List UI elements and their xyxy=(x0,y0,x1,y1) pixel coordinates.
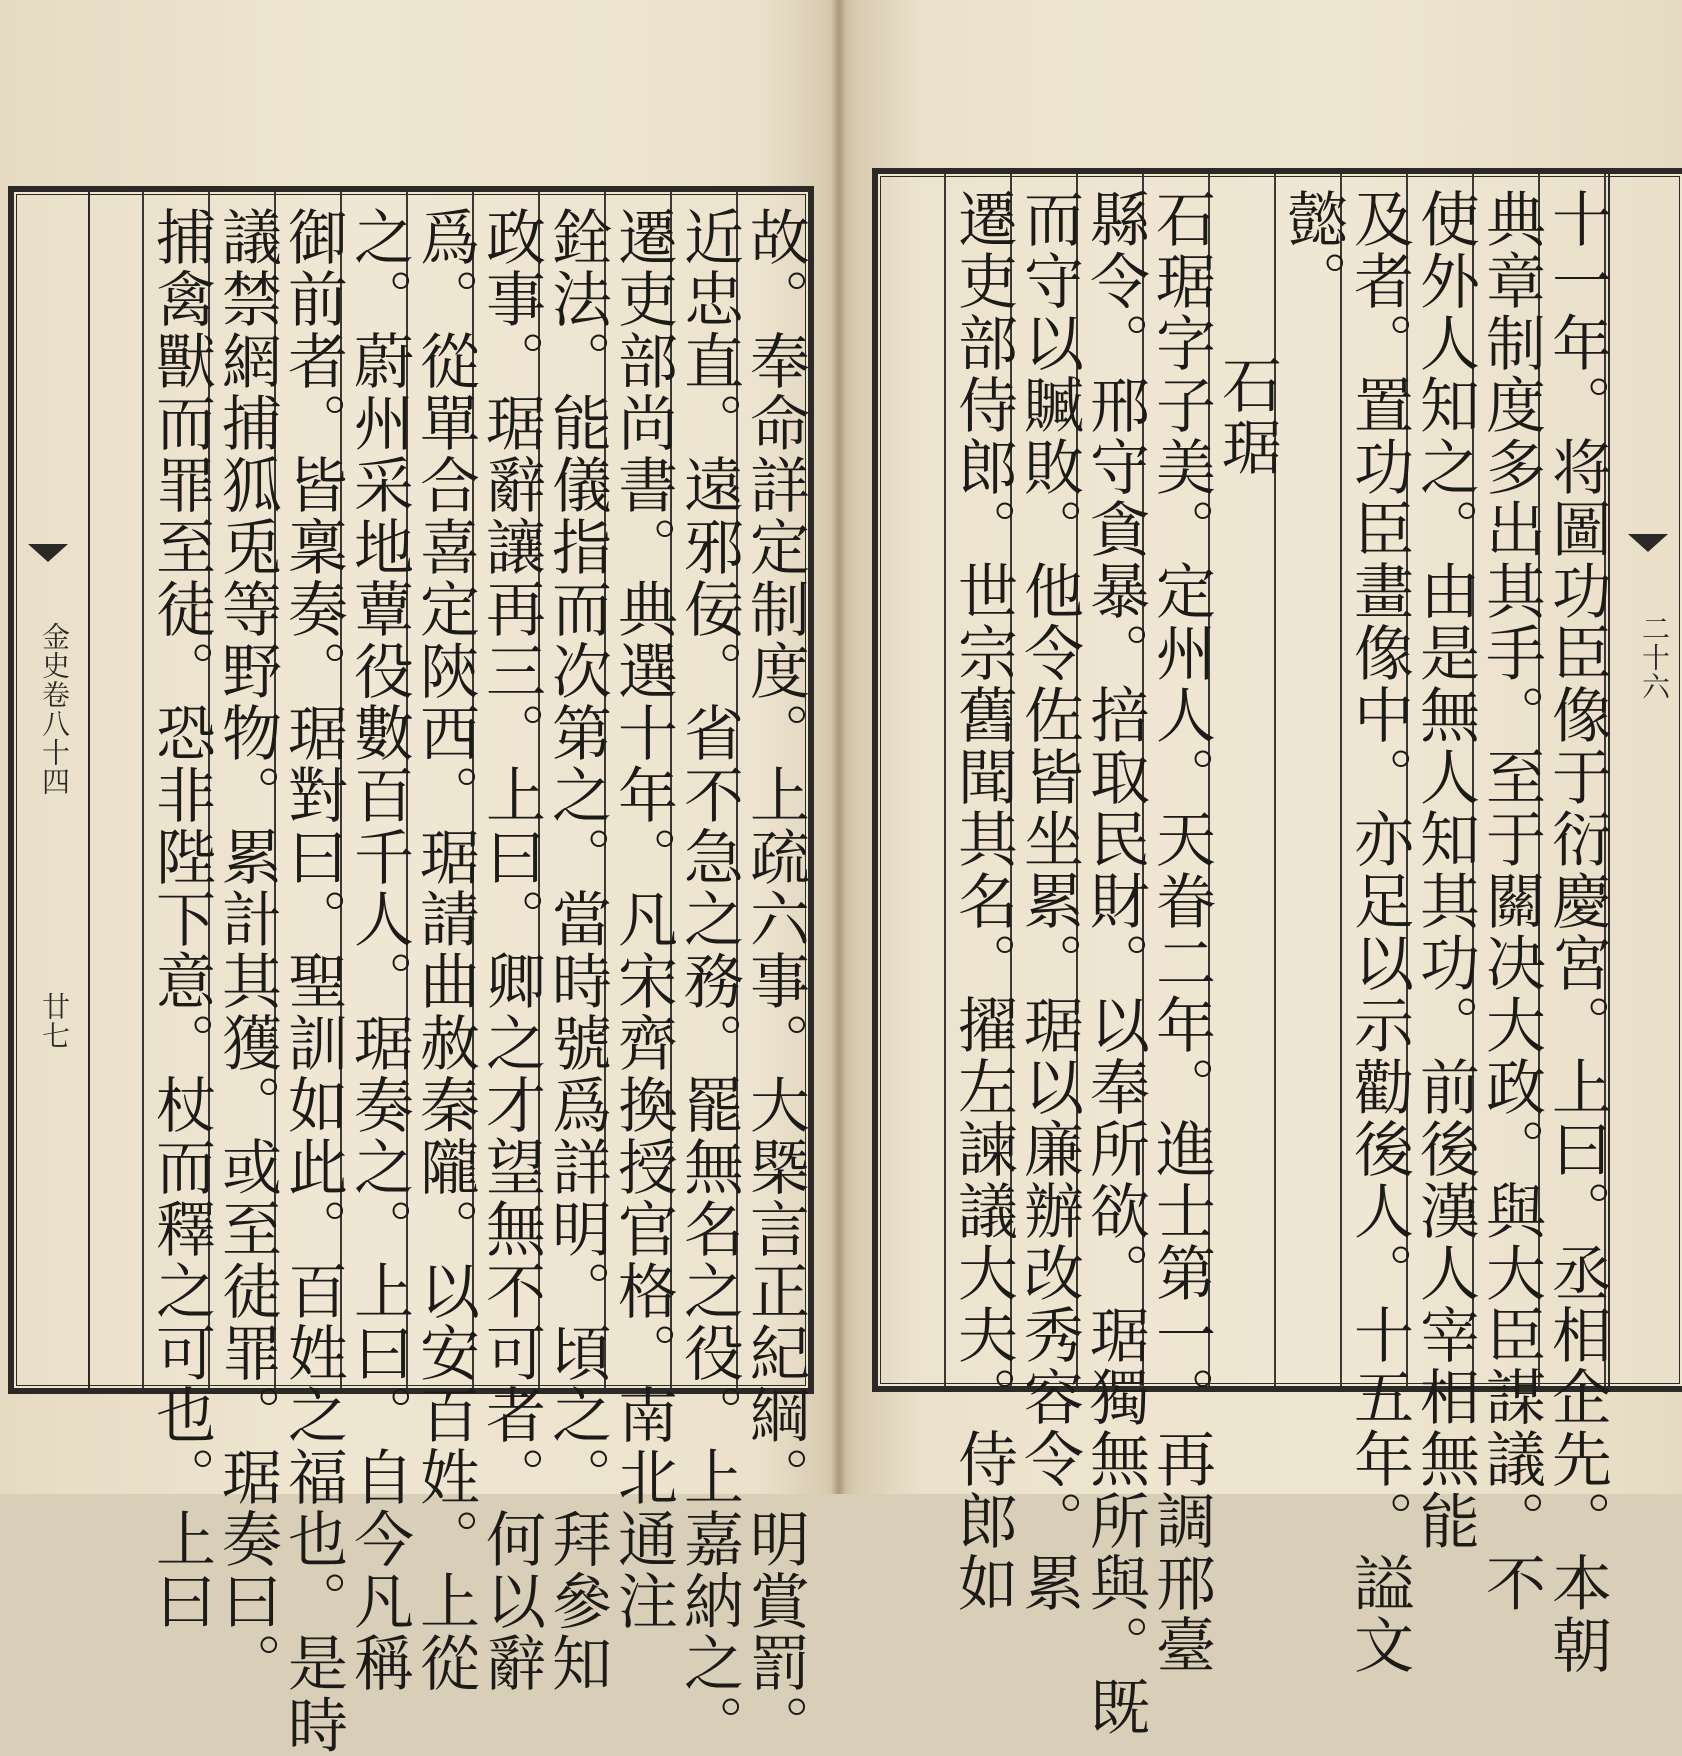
column-rule xyxy=(142,192,144,1388)
text-column: 縣令。邢守貪暴。掊取民財。以奉所欲。琚獨無所與。既 xyxy=(1080,188,1150,1738)
text-column: 御前者。皆稟奏。琚對曰。聖訓如此。百姓之福也。是時 xyxy=(278,206,348,1756)
biography-heading: 石琚 xyxy=(1212,354,1282,478)
text-column: 懿。 xyxy=(1278,188,1348,312)
text-column: 銓法。能儀指而次第之。當時號爲詳明。頃之。拜參知 xyxy=(542,206,612,1694)
column-rule xyxy=(1340,174,1342,1386)
text-column: 遷吏部侍郎。世宗舊聞其名。擢左諫議大夫。侍郎如 xyxy=(948,188,1018,1614)
left-page xyxy=(0,0,838,1756)
text-column: 議禁網捕狐兎等野物。累計其獲。或至徒罪。琚奏曰。 xyxy=(212,206,282,1694)
right-page-frame xyxy=(872,168,1682,1738)
text-column: 捕禽獸而罪至徒。恐非陛下意。杖而釋之可也。上曰 xyxy=(146,206,216,1632)
text-column: 爲。從單合喜定陝西。琚請曲赦秦隴。以安百姓。上從 xyxy=(410,206,480,1694)
text-column: 十一年。将圖功臣像于衍慶宮。上曰。丞相企先。本朝 xyxy=(1542,188,1612,1676)
text-column: 近忠直。遠邪佞。省不急之務。罷無名之役。上嘉納之。 xyxy=(674,206,744,1756)
fishtail-mark xyxy=(28,544,68,562)
left-page-banxin xyxy=(8,192,90,1388)
text-column: 典章制度多出其手。至于關决大政。與大臣謀議。不 xyxy=(1476,188,1546,1614)
text-column: 石琚字子美。定州人。天眷二年。進士第一。再調邢臺 xyxy=(1146,188,1216,1676)
text-column: 之。蔚州采地蕈役數百千人。琚奏之。上曰。自今凡稱 xyxy=(344,206,414,1694)
text-column: 而守以贓敗。他令佐皆坐累。琚以廉辦改秀容令。累 xyxy=(1014,188,1084,1614)
left-page-folio-label: 金史卷八十四 xyxy=(38,622,71,796)
right-page-folio-number: 二十六 xyxy=(1638,614,1671,701)
left-page-frame xyxy=(8,186,814,1756)
right-page-banxin xyxy=(1608,174,1682,1386)
text-column: 及者。置功臣畫像中。亦足以示勸後人。十五年。謚文 xyxy=(1344,188,1414,1676)
fishtail-mark xyxy=(1628,534,1668,552)
left-page-folio-number: 廿七 xyxy=(38,992,71,1050)
text-column: 遷吏部尚書。典選十年。凡宋齊換授官格。南北通注 xyxy=(608,206,678,1632)
text-column: 故。奉命詳定制度。上疏六事。大槩言正紀綱。明賞罰。 xyxy=(740,206,810,1756)
text-column: 使外人知之。由是無人知其功。前後漢人宰相無能 xyxy=(1410,188,1480,1552)
right-page xyxy=(844,0,1682,1738)
column-rule xyxy=(944,174,946,1386)
text-column: 政事。琚辭讓再三。上曰。卿之才望無不可者。何以辭 xyxy=(476,206,546,1694)
